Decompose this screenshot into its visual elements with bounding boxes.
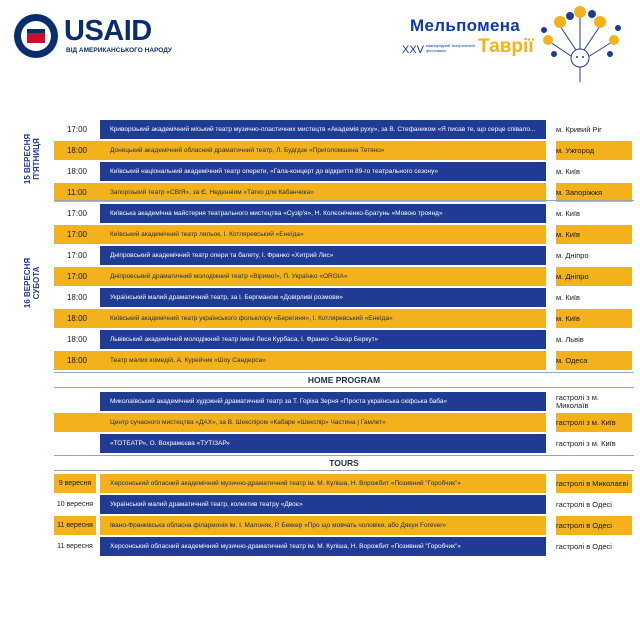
schedule-row: [54, 288, 634, 307]
home-program-city: гастролі з м. Київ: [556, 434, 632, 453]
home-program-row: [54, 392, 634, 411]
schedule-time: 18:00: [54, 330, 100, 349]
tour-text: Український малий драматичний театр, колектив театру «Двоє»: [100, 495, 546, 514]
schedule-time: 18:00: [54, 351, 100, 370]
schedule-text: Київський академічний театр ляльок, І. Котляревський «Енеїда»: [100, 225, 546, 244]
schedule-time: 18:00: [54, 309, 100, 328]
schedule-time: 18:00: [54, 288, 100, 307]
festival-edition: XXV: [402, 44, 425, 56]
schedule-time: 17:00: [54, 120, 100, 139]
usaid-seal-icon: [14, 14, 58, 58]
tour-row: [54, 537, 634, 556]
home-program-row: [54, 413, 634, 432]
usaid-tagline: ВІД АМЕРИКАНСЬКОГО НАРОДУ: [66, 47, 172, 54]
home-program-city: гастролі з м. Миколаїв: [556, 392, 632, 411]
home-program-time: [54, 413, 100, 432]
festival-logo: [396, 8, 626, 70]
tour-row: [54, 495, 634, 514]
home-program-time: [54, 434, 100, 453]
tour-text: Херсонський обласний академічний музично-драматичний театр ім. М. Куліша, Н. Ворожбит «Позивний "Горобчик"»: [100, 474, 546, 493]
festival-subtitle: Таврії: [478, 36, 534, 57]
home-program-text: Миколаївський академічний художній драматичний театр за Т. Горіха Зерня «Проста українська скіфська баба»: [100, 392, 546, 411]
day-label-16: [22, 198, 42, 368]
home-program-title: HOME PROGRAM: [307, 375, 381, 385]
schedule-row: [54, 204, 634, 223]
section-divider: [54, 455, 634, 456]
schedule-city: м. Київ: [556, 162, 632, 181]
schedule-text: Львівський академічний молодіжний театр імені Леся Курбаса, І. Франко «Захар Беркут»: [100, 330, 546, 349]
schedule-text: Київський академічний театр українського фольклору «Берегиня», І. Котляревський «Енеїда»: [100, 309, 546, 328]
home-program-city: гастролі з м. Київ: [556, 413, 632, 432]
schedule-city: м. Львів: [556, 330, 632, 349]
tour-city: гастролі в Миколаєві: [556, 474, 632, 493]
schedule-time: 17:00: [54, 246, 100, 265]
usaid-brand-text: USAID: [64, 15, 152, 47]
schedule-row: [54, 330, 634, 349]
usaid-brand: [64, 16, 152, 46]
schedule-text: Дніпровський драматичний молодіжний театр «Віримо!», П. Українко «ORGIA»: [100, 267, 546, 286]
schedule-text: Театр малих комедій, А. Курейчик «Шоу Сандерса»: [100, 351, 546, 370]
schedule-text: Криворізький академічний міський театр музично-пластичних мистецтв «Академія руху», за В. Стефаником «Я писав те, що серце співало...: [100, 120, 546, 139]
tour-city: гастролі в Одесі: [556, 516, 632, 535]
schedule-time: 17:00: [54, 225, 100, 244]
schedule-text: Донецький академічний обласний драматичний театр, Л. Будгдзе «Приголомшена Тетяно»: [100, 141, 546, 160]
section-divider: [54, 470, 634, 471]
tours-title: TOURS: [329, 458, 359, 468]
home-program-text: Центр сучасного мистецтва «ДАХ», за В. Шекспіром «Кабаре «Шекспір» Частина | Гамлет»: [100, 413, 546, 432]
tour-row: [54, 516, 634, 535]
schedule-text: Український малий драматичний театр, за І. Бергманом «Довірливі розмови»: [100, 288, 546, 307]
schedule-text: Запорізький театр «СВІЯ», за Є. Нeдєнніим «Татко для Кабанчика»: [100, 183, 546, 202]
schedule-row: [54, 267, 634, 286]
tour-date: 9 вересня: [54, 474, 96, 493]
schedule-city: м. Одеса: [556, 351, 632, 370]
schedule-row: [54, 120, 634, 139]
festival-subtitle-small: міжнародний театральний фестиваль: [426, 43, 475, 53]
schedule-city: м. Дніпро: [556, 267, 632, 286]
tour-date: 11 вересня: [54, 537, 96, 556]
schedule-time: 18:00: [54, 141, 100, 160]
schedule-city: м. Київ: [556, 225, 632, 244]
section-divider: [54, 387, 634, 388]
day-label-15-text: 15 ВЕРЕСНЯ П'ЯТНИЦЯ: [23, 133, 41, 185]
schedule-row: [54, 309, 634, 328]
schedule-text: Київська академічна майстерня театрального мистецтва «Сузір'я», Н. Колєсніченко-Братунь «Мовою троянд»: [100, 204, 546, 223]
schedule-time: 17:00: [54, 204, 100, 223]
schedule-row: [54, 225, 634, 244]
section-divider: [54, 372, 634, 373]
home-program-time: [54, 392, 100, 411]
schedule-text: Дніпровський академічний театр опери та балету, І. Франко «Хитрий Лис»: [100, 246, 546, 265]
usaid-logo: [14, 14, 184, 58]
schedule-row: [54, 141, 634, 160]
tour-date: 10 вересня: [54, 495, 96, 514]
schedule-city: м. Київ: [556, 288, 632, 307]
tour-city: гастролі в Одесі: [556, 495, 632, 514]
schedule-time: 11:00: [54, 183, 100, 202]
schedule-city: м. Київ: [556, 204, 632, 223]
schedule-city: м. Запоріжжя: [556, 183, 632, 202]
schedule-time: 17:00: [54, 267, 100, 286]
schedule-row: [54, 246, 634, 265]
schedule-time: 18:00: [54, 162, 100, 181]
home-program-text: «ТОТЕАТР», О. Вохрамєєва «ТУТІЗАР»: [100, 434, 546, 453]
tour-text: Івано-Франківська обласна філармонія ім. І. Малоняк, Р. Беккер «Про що мовчать чоловіки, або Дякуи Forever»: [100, 516, 546, 535]
day-label-15: [22, 120, 42, 198]
schedule-city: м. Київ: [556, 309, 632, 328]
tour-text: Херсонський обласний академічний музично-драматичний театр ім. М. Куліша, Н. Ворожбит «Позивний "Горобчик"»: [100, 537, 546, 556]
home-program-row: [54, 434, 634, 453]
schedule-row: [54, 162, 634, 181]
tour-row: [54, 474, 634, 493]
schedule-row: [54, 351, 634, 370]
day-label-16-text: 16 ВЕРЕСНЯ СУБОТА: [23, 257, 41, 309]
tour-city: гастролі в Одесі: [556, 537, 632, 556]
schedule-city: м. Кривий Ріг: [556, 120, 632, 139]
tour-date: 11 вересня: [54, 516, 96, 535]
festival-title: Мельпомена: [410, 16, 521, 35]
schedule-text: Київський національний академічний театр оперети, «Гала-концерт до відкриття 89-го театрального сезону»: [100, 162, 546, 181]
schedule-city: м. Ужгород: [556, 141, 632, 160]
schedule-city: м. Дніпро: [556, 246, 632, 265]
festival-tree-icon: [530, 4, 630, 84]
day-divider: [54, 200, 634, 201]
